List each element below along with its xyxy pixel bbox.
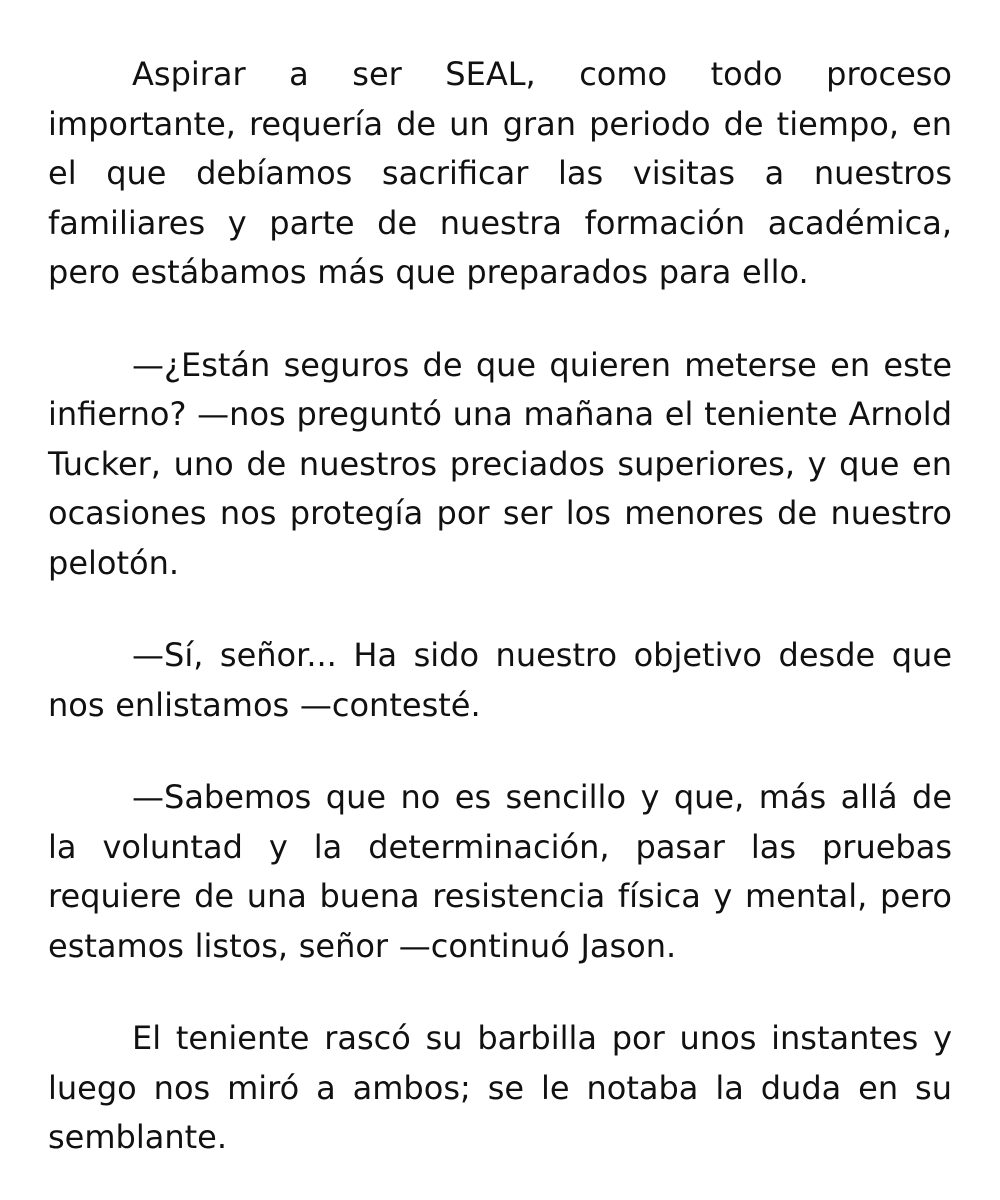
paragraph-5: El teniente rascó su barbilla por unos instantes y luego nos miró a ambos; se le notaba la duda en su semblante. [48, 1019, 952, 1156]
paragraph-1: Aspirar a ser SEAL, como todo proceso importante, requería de un gran periodo de tiempo, en el que debíamos sacrificar las visitas a nuestros familiares y parte de nuestra formación académica, pero estábamos más que preparados para ello. [48, 55, 952, 291]
paragraph-3: —Sí, señor... Ha sido nuestro objetivo desde que nos enlistamos —contesté. [48, 636, 952, 724]
paragraph-4: —Sabemos que no es sencillo y que, más allá de la voluntad y la determinación, pasar las pruebas requiere de una buena resistencia física y mental, pero estamos listos, señor —continuó Jason. [48, 778, 952, 965]
paragraph-2: —¿Están seguros de que quieren meterse en este infierno? —nos preguntó una mañana el teniente Arnold Tucker, uno de nuestros preciados superiores, y que en ocasiones nos protegía por ser los menores de nuestro pelotón. [48, 345, 952, 582]
